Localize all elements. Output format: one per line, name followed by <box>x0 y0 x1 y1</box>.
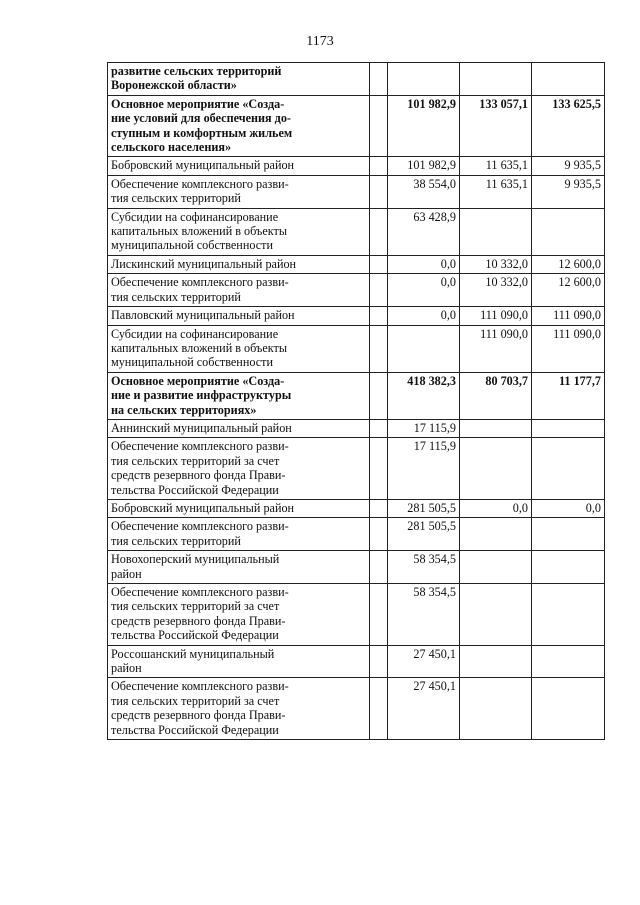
table-row <box>108 438 605 500</box>
row-name-cell <box>108 584 370 646</box>
value-cell-v1: 0,0 <box>388 307 460 325</box>
value-cell-v3 <box>532 518 605 551</box>
row-name-line: Обеспечение комплексного разви- <box>111 439 289 454</box>
row-name-cell <box>108 274 370 307</box>
value-cell-v1: 27 450,1 <box>388 678 460 740</box>
row-name-line: Обеспечение комплексного разви- <box>111 176 289 191</box>
budget-table-body <box>108 63 605 740</box>
row-name-line: район <box>111 566 142 581</box>
row-name-line: средств резервного фонда Прави- <box>111 708 286 723</box>
row-name-line: Обеспечение комплексного разви- <box>111 679 289 694</box>
table-row <box>108 518 605 551</box>
value-cell-v2 <box>460 208 532 255</box>
table-row <box>108 157 605 175</box>
row-name-cell <box>108 63 370 96</box>
row-name-line: Обеспечение комплексного разви- <box>111 585 289 599</box>
table-row <box>108 95 605 157</box>
row-name-cell <box>108 678 370 740</box>
row-name-line: Россошанский муниципальный <box>111 646 275 661</box>
row-name-cell <box>108 499 370 517</box>
row-name-line: Обеспечение комплексного разви- <box>111 275 289 290</box>
value-cell-v1: 418 382,3 <box>388 372 460 419</box>
row-name-line: ние и развитие инфраструктуры <box>111 388 292 403</box>
empty-cell <box>370 325 388 372</box>
row-name-cell <box>108 645 370 678</box>
row-name-line: Основное мероприятие «Созда- <box>111 373 285 388</box>
row-name-line: Бобровский муниципальный район <box>111 158 295 173</box>
row-name-cell <box>108 518 370 551</box>
value-cell-v1: 101 982,9 <box>388 95 460 157</box>
empty-cell <box>370 551 388 584</box>
row-name-cell <box>108 208 370 255</box>
empty-cell <box>370 274 388 307</box>
value-cell-v2: 111 090,0 <box>460 307 532 325</box>
row-name-line: Основное мероприятие «Созда- <box>111 96 285 111</box>
row-name-cell <box>108 325 370 372</box>
row-name-line: Воронежской области» <box>111 78 237 93</box>
row-name-line: ступным и комфортным жильем <box>111 125 293 140</box>
row-name-line: Субсидии на софинансирование <box>111 209 279 224</box>
value-cell-v1: 281 505,5 <box>388 518 460 551</box>
row-name-line: тия сельских территорий <box>111 533 241 548</box>
row-name-cell <box>108 175 370 208</box>
value-cell-v2 <box>460 551 532 584</box>
budget-table <box>107 62 605 740</box>
empty-cell <box>370 419 388 437</box>
row-name-line: Павловский муниципальный район <box>111 308 295 323</box>
value-cell-v3: 12 600,0 <box>532 255 605 273</box>
empty-cell <box>370 157 388 175</box>
value-cell-v2 <box>460 438 532 500</box>
value-cell-v3: 0,0 <box>532 499 605 517</box>
row-name-line: Субсидии на софинансирование <box>111 326 279 341</box>
empty-cell <box>370 255 388 273</box>
empty-cell <box>370 645 388 678</box>
row-name-line: муниципальной собственности <box>111 238 273 253</box>
row-name-line: тия сельских территорий за счет <box>111 693 280 708</box>
page-number: 1173 <box>306 34 334 49</box>
value-cell-v1: 38 554,0 <box>388 175 460 208</box>
value-cell-v3 <box>532 678 605 740</box>
value-cell-v1 <box>388 63 460 96</box>
value-cell-v2: 111 090,0 <box>460 325 532 372</box>
empty-cell <box>370 63 388 96</box>
row-name-line: тия сельских территорий за счет <box>111 599 280 614</box>
row-name-line: район <box>111 661 142 676</box>
value-cell-v3 <box>532 438 605 500</box>
value-cell-v3 <box>532 63 605 96</box>
row-name-line: тельства Российской Федерации <box>111 482 279 497</box>
value-cell-v2: 11 635,1 <box>460 175 532 208</box>
row-name-cell <box>108 95 370 157</box>
empty-cell <box>370 518 388 551</box>
value-cell-v1: 58 354,5 <box>388 584 460 646</box>
row-name-line: тельства Российской Федерации <box>111 722 279 737</box>
row-name-line: Лискинский муниципальный район <box>111 256 297 271</box>
value-cell-v1: 63 428,9 <box>388 208 460 255</box>
row-name-line: тия сельских территорий <box>111 191 241 206</box>
value-cell-v1: 281 505,5 <box>388 499 460 517</box>
value-cell-v3: 12 600,0 <box>532 274 605 307</box>
value-cell-v2 <box>460 678 532 740</box>
table-row <box>108 499 605 517</box>
row-name-cell <box>108 438 370 500</box>
row-name-line: Бобровский муниципальный район <box>111 500 295 515</box>
row-name-line: Обеспечение комплексного разви- <box>111 519 289 534</box>
value-cell-v3: 9 935,5 <box>532 157 605 175</box>
value-cell-v2: 80 703,7 <box>460 372 532 419</box>
empty-cell <box>370 678 388 740</box>
value-cell-v2 <box>460 63 532 96</box>
value-cell-v1: 17 115,9 <box>388 438 460 500</box>
empty-cell <box>370 584 388 646</box>
row-name-line: тия сельских территорий за счет <box>111 453 280 468</box>
value-cell-v3: 133 625,5 <box>532 95 605 157</box>
table-row <box>108 307 605 325</box>
empty-cell <box>370 372 388 419</box>
value-cell-v2: 11 635,1 <box>460 157 532 175</box>
row-name-cell <box>108 255 370 273</box>
value-cell-v1: 58 354,5 <box>388 551 460 584</box>
empty-cell <box>370 499 388 517</box>
table-row <box>108 419 605 437</box>
empty-cell <box>370 438 388 500</box>
table-row <box>108 63 605 96</box>
value-cell-v3 <box>532 551 605 584</box>
row-name-cell <box>108 307 370 325</box>
table-row <box>108 678 605 740</box>
row-name-cell <box>108 551 370 584</box>
row-name-line: тельства Российской Федерации <box>111 628 279 643</box>
row-name-line: ние условий для обеспечения до- <box>111 111 291 126</box>
value-cell-v3 <box>532 208 605 255</box>
value-cell-v3 <box>532 645 605 678</box>
row-name-line: сельского населения» <box>111 140 232 155</box>
value-cell-v2 <box>460 419 532 437</box>
value-cell-v2 <box>460 645 532 678</box>
value-cell-v2: 10 332,0 <box>460 255 532 273</box>
value-cell-v1: 0,0 <box>388 274 460 307</box>
value-cell-v1: 27 450,1 <box>388 645 460 678</box>
value-cell-v3: 11 177,7 <box>532 372 605 419</box>
table-row <box>108 255 605 273</box>
row-name-line: тия сельских территорий <box>111 289 241 304</box>
value-cell-v3 <box>532 584 605 646</box>
row-name-line: капитальных вложений в объекты <box>111 340 288 355</box>
value-cell-v2: 10 332,0 <box>460 274 532 307</box>
row-name-cell <box>108 157 370 175</box>
table-row <box>108 372 605 419</box>
value-cell-v1: 17 115,9 <box>388 419 460 437</box>
table-row <box>108 325 605 372</box>
table-row <box>108 175 605 208</box>
row-name-line: муниципальной собственности <box>111 355 273 370</box>
value-cell-v3: 9 935,5 <box>532 175 605 208</box>
row-name-cell <box>108 419 370 437</box>
empty-cell <box>370 307 388 325</box>
empty-cell <box>370 175 388 208</box>
table-row <box>108 645 605 678</box>
row-name-line: капитальных вложений в объекты <box>111 224 288 239</box>
value-cell-v2: 0,0 <box>460 499 532 517</box>
table-row <box>108 208 605 255</box>
row-name-line: средств резервного фонда Прави- <box>111 468 286 483</box>
value-cell-v1 <box>388 325 460 372</box>
value-cell-v2: 133 057,1 <box>460 95 532 157</box>
row-name-line: на сельских территориях» <box>111 402 257 417</box>
row-name-line: Аннинский муниципальный район <box>111 420 292 435</box>
table-row <box>108 274 605 307</box>
row-name-cell <box>108 372 370 419</box>
value-cell-v1: 0,0 <box>388 255 460 273</box>
value-cell-v3: 111 090,0 <box>532 325 605 372</box>
value-cell-v3: 111 090,0 <box>532 307 605 325</box>
table-row <box>108 584 605 646</box>
empty-cell <box>370 95 388 157</box>
row-name-line: развитие сельских территорий <box>111 64 282 78</box>
value-cell-v2 <box>460 584 532 646</box>
value-cell-v3 <box>532 419 605 437</box>
row-name-line: Новохоперский муниципальный <box>111 552 280 567</box>
row-name-line: средств резервного фонда Прави- <box>111 613 286 628</box>
empty-cell <box>370 208 388 255</box>
value-cell-v2 <box>460 518 532 551</box>
table-row <box>108 551 605 584</box>
value-cell-v1: 101 982,9 <box>388 157 460 175</box>
